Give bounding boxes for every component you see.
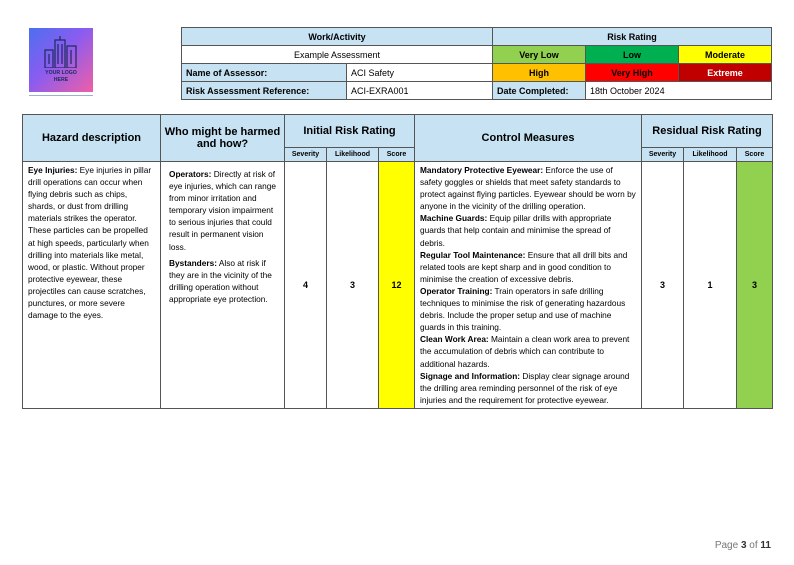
who-text-bystanders: Also at risk if they are in the vicinity of the drilling operation without appropriate eye protection. — [169, 257, 272, 304]
control-title: Signage and Information: — [420, 370, 521, 381]
control-text: Train operators in safe drilling techniques to minimise the risk of generating hazardous debris. Include the proper setup and use of machine guards in this training. — [420, 285, 626, 333]
initial-likelihood-header: Likelihood — [327, 148, 379, 162]
activity-value: Example Assessment — [182, 46, 493, 64]
residual-risk-header: Residual Risk Rating — [642, 115, 773, 148]
who-title-operators: Operators: — [169, 169, 212, 179]
control-title: Regular Tool Maintenance: — [420, 249, 526, 260]
hazard-description-cell — [23, 162, 161, 409]
assessor-label: Name of Assessor: — [182, 64, 347, 82]
reference-label: Risk Assessment Reference: — [182, 82, 347, 100]
logo-text: YOUR LOGO HERE — [45, 70, 77, 83]
hazard-description-header: Hazard description — [23, 115, 161, 162]
control-measures-header: Control Measures — [415, 115, 642, 162]
control-title: Machine Guards: — [420, 213, 488, 224]
residual-likelihood-header: Likelihood — [684, 148, 737, 162]
buildings-icon — [41, 36, 81, 68]
assessor-value: ACI Safety — [347, 64, 493, 82]
residual-score-value: 3 — [737, 162, 773, 409]
rating-extreme: Extreme — [679, 64, 772, 82]
initial-severity-value: 4 — [285, 162, 327, 409]
rating-moderate: Moderate — [679, 46, 772, 64]
residual-severity-header: Severity — [642, 148, 684, 162]
control-text: Ensure that all drill bits and related tools are kept sharp and in good condition to minimise the creation of excessive debris. — [420, 249, 628, 284]
control-title: Mandatory Protective Eyewear: — [420, 165, 544, 175]
initial-risk-header: Initial Risk Rating — [285, 115, 415, 148]
who-title-bystanders: Bystanders: — [169, 257, 217, 268]
date-label: Date Completed: — [493, 82, 586, 100]
control-title: Clean Work Area: — [420, 334, 489, 345]
control-title: Operator Training: — [420, 285, 493, 296]
control-text: Equip pillar drills with appropriate guards that help contain and minimise the spread of debris. — [420, 213, 612, 248]
initial-score-header: Score — [379, 148, 415, 162]
page-current: 3 — [740, 540, 747, 551]
control-text: Display clear signage around the drilling area reminding personnel of the risk of eye injuries and the requirement for protective eyewear. — [420, 370, 630, 405]
who-text-operators: Directly at risk of eye injuries, which can range from minor irritation and temporary vision impairment to serious injuries that could result in permanent vision loss. — [169, 169, 276, 252]
risk-rating-heading: Risk Rating — [493, 28, 772, 46]
hazard-title: Eye Injuries: — [28, 165, 78, 175]
control-text: Enforce the use of safety goggles or shields that meet safety standards to protect against flying particles. Eyewear should be worn by anyone in the vicinity of the drilling operation. — [420, 165, 636, 212]
risk-assessment-table — [22, 114, 773, 409]
date-value: 18th October 2024 — [586, 82, 772, 100]
hazard-text: Eye injuries in pillar drill operations can occur when flying debris such as chips, shards, or dust from drilling materials strikes the operator. These particles can be propelled at high speeds, particularly when drilling into materials like metal, wood, or plastic. Without proper protective eyewear, these projectiles can cause scratches, punctures, or more severe damage to the eyes. — [28, 165, 152, 321]
reference-value: ACI-EXRA001 — [347, 82, 493, 100]
residual-likelihood-value: 1 — [684, 162, 737, 409]
initial-likelihood-value: 3 — [327, 162, 379, 409]
page-number — [715, 540, 771, 551]
control-text: Maintain a clean work area to prevent the accumulation of debris which can contribute to additional hazards. — [420, 334, 630, 369]
page-of: of — [746, 540, 761, 551]
control-measures-cell — [415, 162, 642, 409]
initial-severity-header: Severity — [285, 148, 327, 162]
residual-severity-value: 3 — [642, 162, 684, 409]
assessment-header-table — [181, 27, 772, 100]
rating-very-low: Very Low — [493, 46, 586, 64]
logo-divider — [29, 95, 93, 96]
rating-very-high: Very High — [586, 64, 679, 82]
who-harmed-cell — [161, 162, 285, 409]
residual-score-header: Score — [737, 148, 773, 162]
rating-high: High — [493, 64, 586, 82]
who-harmed-header: Who might be harmed and how? — [161, 115, 285, 162]
rating-low: Low — [586, 46, 679, 64]
page-prefix: Page — [714, 540, 741, 551]
work-activity-heading: Work/Activity — [182, 28, 493, 46]
company-logo-placeholder — [29, 28, 93, 92]
page-total: 11 — [760, 540, 771, 551]
initial-score-value: 12 — [379, 162, 415, 409]
table-row — [23, 162, 773, 409]
